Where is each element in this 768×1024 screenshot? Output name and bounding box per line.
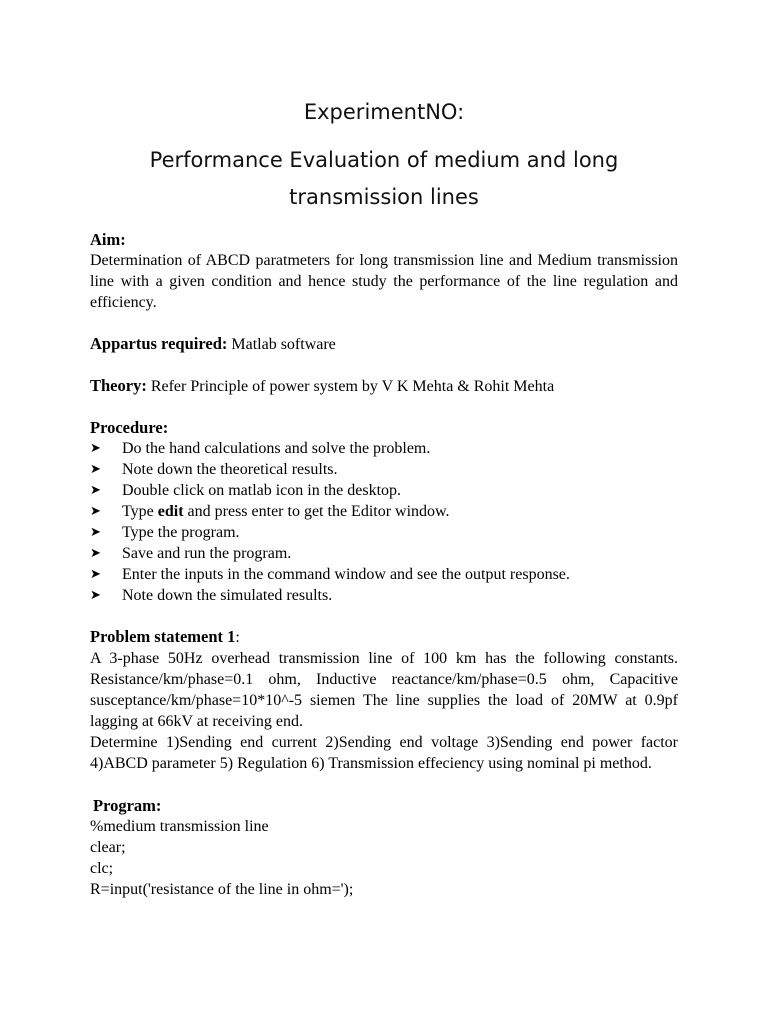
list-item: ➤ Double click on matlab icon in the desktop. [90, 482, 402, 499]
theory-line [90, 375, 678, 397]
problem-heading-line [90, 626, 678, 648]
problem-paragraph-2: Determine 1)Sending end current 2)Sending end voltage 3)Sending end power factor 4)ABCD parameter 5) Regulation 6) Transmission effeciency using nominal pi method. [90, 734, 678, 772]
aim-text: Determination of ABCD paratmeters for long transmission line and Medium transmission line with a given condition and hence study the performance of the line regulation and efficiency. [90, 252, 678, 311]
code-line: %medium transmission line [90, 818, 269, 835]
problem-heading: Problem statement 1 [90, 627, 236, 646]
problem-paragraph-1: A 3-phase 50Hz overhead transmission line of 100 km has the following constants. Resistance/km/phase=0.1 ohm, Inductive reactance/km/phase=0.5 ohm, Capacitive susceptance/km/phase=10*10^-5 siemen The line supplies the load of 20MW at 0.9pf lagging at 66kV at receiving end. [90, 650, 678, 730]
list-item: ➤ Enter the inputs in the command window and see the output response. [90, 566, 570, 583]
list-item: ➤ Note down the theoretical results. [90, 461, 338, 478]
list-item: ➤ Type edit and press enter to get the Editor window. [90, 503, 450, 520]
apparatus-line [90, 333, 678, 355]
code-line: clear; [90, 839, 126, 856]
list-item: ➤ Do the hand calculations and solve the problem. [90, 440, 431, 457]
arrowhead-bullet-icon: ➤ [90, 588, 101, 603]
procedure-heading: Procedure: [90, 418, 169, 437]
arrowhead-bullet-icon: ➤ [90, 462, 101, 477]
arrowhead-bullet-icon: ➤ [90, 567, 101, 582]
code-line: clc; [90, 860, 114, 877]
list-item: ➤ Type the program. [90, 524, 240, 541]
arrowhead-bullet-icon: ➤ [90, 504, 101, 519]
edit-keyword: edit [157, 503, 184, 520]
arrowhead-bullet-icon: ➤ [90, 546, 101, 561]
code-line: R=input('resistance of the line in ohm='); [90, 881, 354, 898]
experiment-number: ExperimentNO: [303, 100, 465, 124]
list-item: ➤ Save and run the program. [90, 545, 292, 562]
document-body [90, 229, 678, 900]
apparatus-text: Matlab software [227, 336, 336, 353]
program-heading: Program: [93, 796, 162, 815]
arrowhead-bullet-icon: ➤ [90, 441, 101, 456]
theory-heading: Theory: [90, 376, 147, 395]
title-line-2: transmission lines [289, 185, 479, 209]
title-line-1: Performance Evaluation of medium and long [149, 148, 619, 172]
arrowhead-bullet-icon: ➤ [90, 483, 101, 498]
aim-heading: Aim: [90, 230, 126, 249]
list-item: ➤ Note down the simulated results. [90, 587, 333, 604]
apparatus-heading: Appartus required: [90, 334, 228, 353]
procedure-list [90, 438, 678, 606]
problem-heading-colon: : [235, 629, 240, 646]
program-code [90, 816, 678, 900]
theory-text: Refer Principle of power system by V K Mehta & Rohit Mehta [146, 378, 555, 395]
arrowhead-bullet-icon: ➤ [90, 525, 101, 540]
